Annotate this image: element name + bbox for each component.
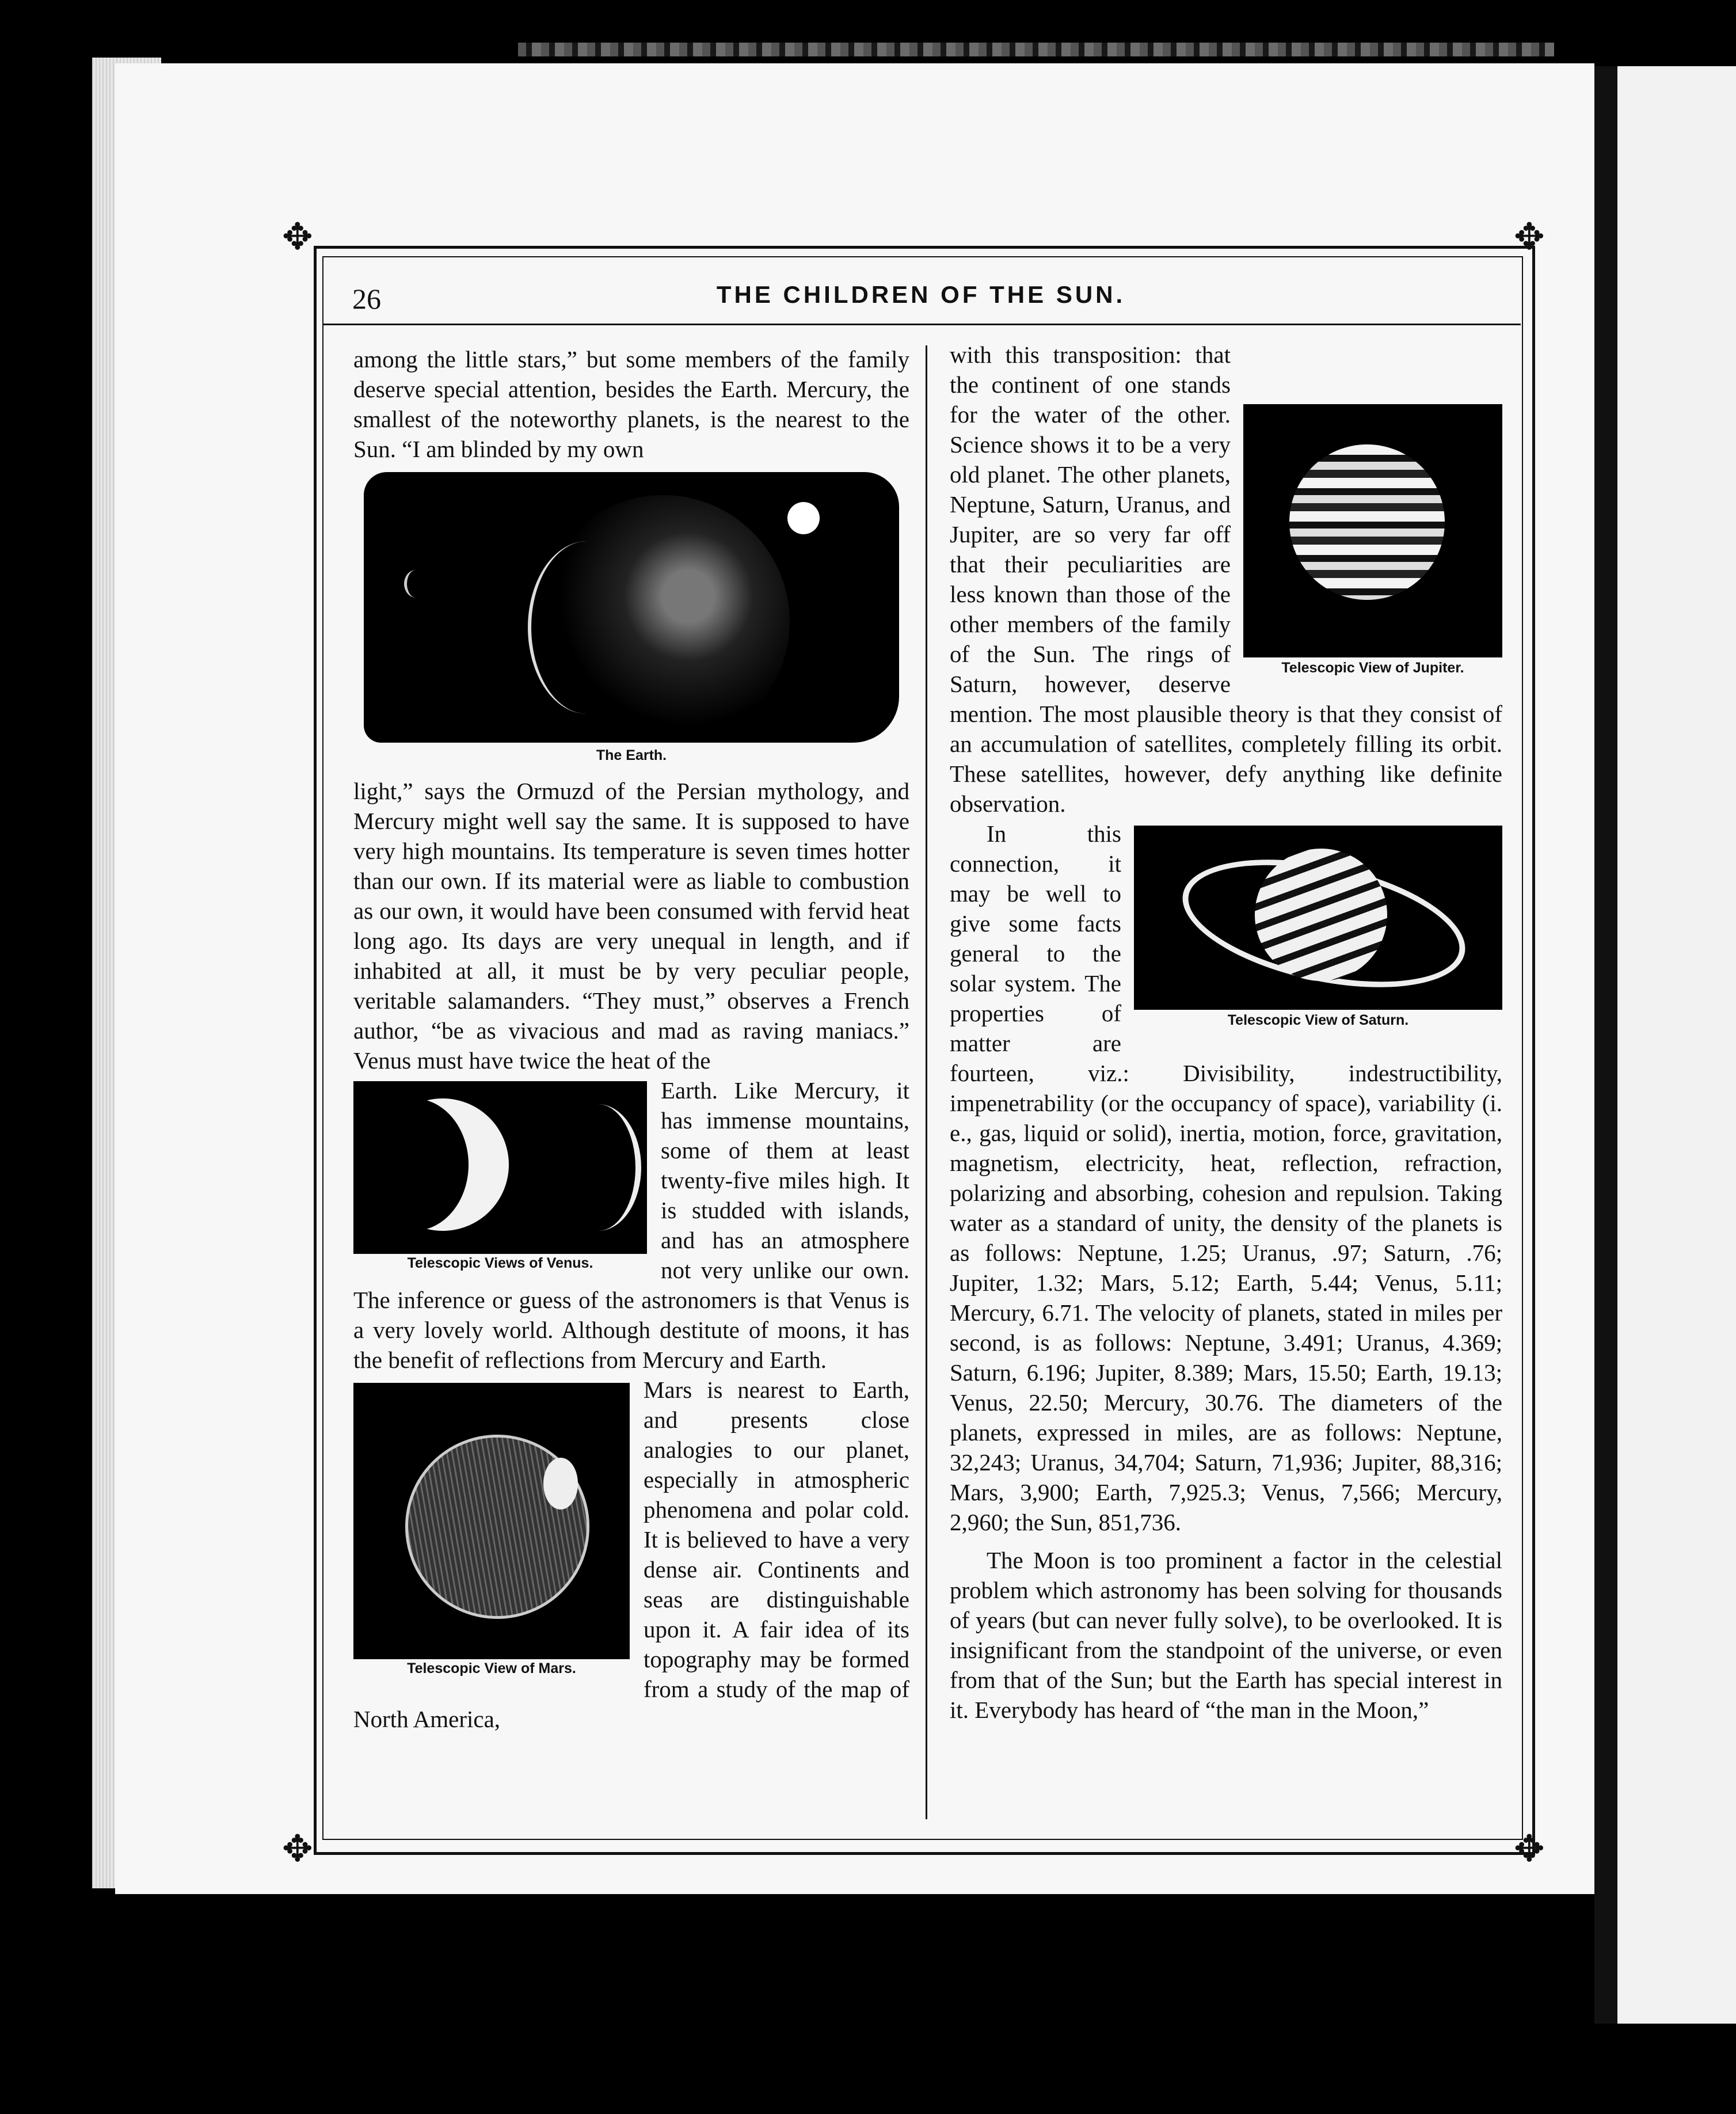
left-column — [353, 344, 909, 1734]
page-number: 26 — [352, 283, 381, 315]
corner-ornament-top-left: ✥ — [282, 216, 313, 257]
paragraph: with this transposition: that the continent of one stands for the water of the other. Science shows it to be a very old planet. The other planets, Neptune, Saturn, Uranus, and Jupiter, are so very far off that their peculiarities are less known than those of the other members of the family of the Sun. The rings of Saturn, however, deserve mention. The most plausible theory is that they consist of an accumulation of satellites, completely filling its orbit. These satellites, however, defy anything like definite observation. — [950, 341, 1502, 817]
page-header — [322, 271, 1520, 322]
venus-engraving — [353, 1081, 647, 1254]
right-column — [950, 340, 1502, 1725]
paragraph: Mars is nearest to Earth, and presents close analogies to our planet, especially in atmospheric phenomena and polar cold. It is believed to have a very dense air. Continents and seas are distinguishable upon it. A fair idea of its topography may be formed from a study of the map of North America, — [353, 1377, 909, 1732]
venus-crescent-thin — [555, 1104, 641, 1231]
sun-dot — [787, 502, 820, 534]
figure-saturn — [1134, 826, 1502, 1029]
saturn-globe — [1255, 849, 1387, 981]
caption: Telescopic View of Saturn. — [1227, 1012, 1409, 1028]
paragraph: Earth. Like Mercury, it has immense mountains, some of them at least twenty-five miles high. It is studded with islands, and has an atmosphere not very unlike our own. The inference or guess of the astronomers is that Venus is a very lovely world. Although destitute of moons, it has the benefit of reflections from Mercury and Earth. — [353, 1077, 909, 1373]
figure-mars — [353, 1383, 630, 1678]
saturn-engraving — [1134, 826, 1502, 1010]
running-title: THE CHILDREN OF THE SUN. — [716, 281, 1126, 308]
paragraph: among the little stars,” but some members of the family deserve special attention, besides the Earth. Mercury, the smallest of the noteworthy planets, is the nearest to the Sun. “I am blinded by my own — [353, 346, 909, 462]
figure-earth — [353, 472, 909, 765]
jupiter-disc — [1289, 444, 1445, 600]
paragraph: In this connection, it may be well to give some facts general to the solar system. The properties of matter are fourteen, viz.: Divisibility, indestructibility, impenetrability (or the occupancy of space), variability (i. e., gas, liquid or solid), inertia, motion, force, gravitation, magnetism, electricity, heat, reflection, refraction, polarizing and absorbing, cohesion and repulsion. Taking water as a standard of unity, the density of the planets is as follows: Neptune, 1.25; Uranus, .97; Saturn, .76; Jupiter, 1.32; Mars, 5.12; Earth, 5.44; Venus, 5.11; Mercury, 6.71. The velocity of planets, stated in miles per second, is as follows: Neptune, 3.491; Uranus, 4.369; Saturn, 6.196; Jupiter, 8.389; Mars, 15.50; Earth, 19.13; Venus, 22.50; Mercury, 30.76. The diameters of the planets, expressed in miles, are as follows: Neptune, 32,243; Uranus, 34,704; Saturn, 71,936; Jupiter, 88,316; Mars, 3,900; Earth, 7,925.3; Venus, 7,566; Mercury, 2,960; the Sun, 851,736. — [950, 820, 1502, 1535]
paragraph: light,” says the Ormuzd of the Persian mythology, and Mercury might well say the same. It is supposed to have very high mountains. Its temperature is seven times hotter than our own. If its material were as liable to combustion as our own, it would have been consumed with fervid heat long ago. Its days are very unequal in length, and if inhabited at all, it must be by very peculiar people, veritable salamanders. “They must,” observes a French author, “be as vivacious and mad as raving maniacs.” Venus must have twice the heat of the — [353, 778, 909, 1074]
caption: Telescopic View of Mars. — [407, 1660, 576, 1676]
figure-jupiter — [1243, 404, 1502, 677]
crescent-arc — [528, 541, 646, 714]
small-crescent — [404, 570, 428, 598]
facing-page-edge — [1594, 66, 1736, 2024]
corner-ornament-top-right: ✥ — [1514, 216, 1545, 257]
page-edge-fringe — [518, 43, 1554, 56]
header-rule — [322, 324, 1521, 325]
caption: The Earth. — [596, 747, 667, 763]
earth-engraving — [364, 472, 899, 743]
jupiter-engraving — [1243, 404, 1502, 657]
corner-ornament-bottom-left: ✥ — [282, 1828, 313, 1869]
paragraph: The Moon is too prominent a factor in the celestial problem which astronomy has been solving for thousands of years (but can never fully solve), to be overlooked. It is insignificant from the standpoint of the universe, or even from that of the Sun; but the Earth has special interest in it. Everybody has heard of “the man in the Moon,” — [950, 1547, 1502, 1723]
column-divider — [926, 345, 927, 1819]
corner-ornament-bottom-right: ✥ — [1514, 1828, 1545, 1869]
venus-shadow — [359, 1098, 469, 1231]
caption: Telescopic View of Jupiter. — [1281, 660, 1464, 676]
mars-polar-cap — [543, 1458, 578, 1510]
caption: Telescopic Views of Venus. — [407, 1255, 593, 1271]
figure-venus — [353, 1081, 647, 1272]
mars-engraving — [353, 1383, 630, 1659]
